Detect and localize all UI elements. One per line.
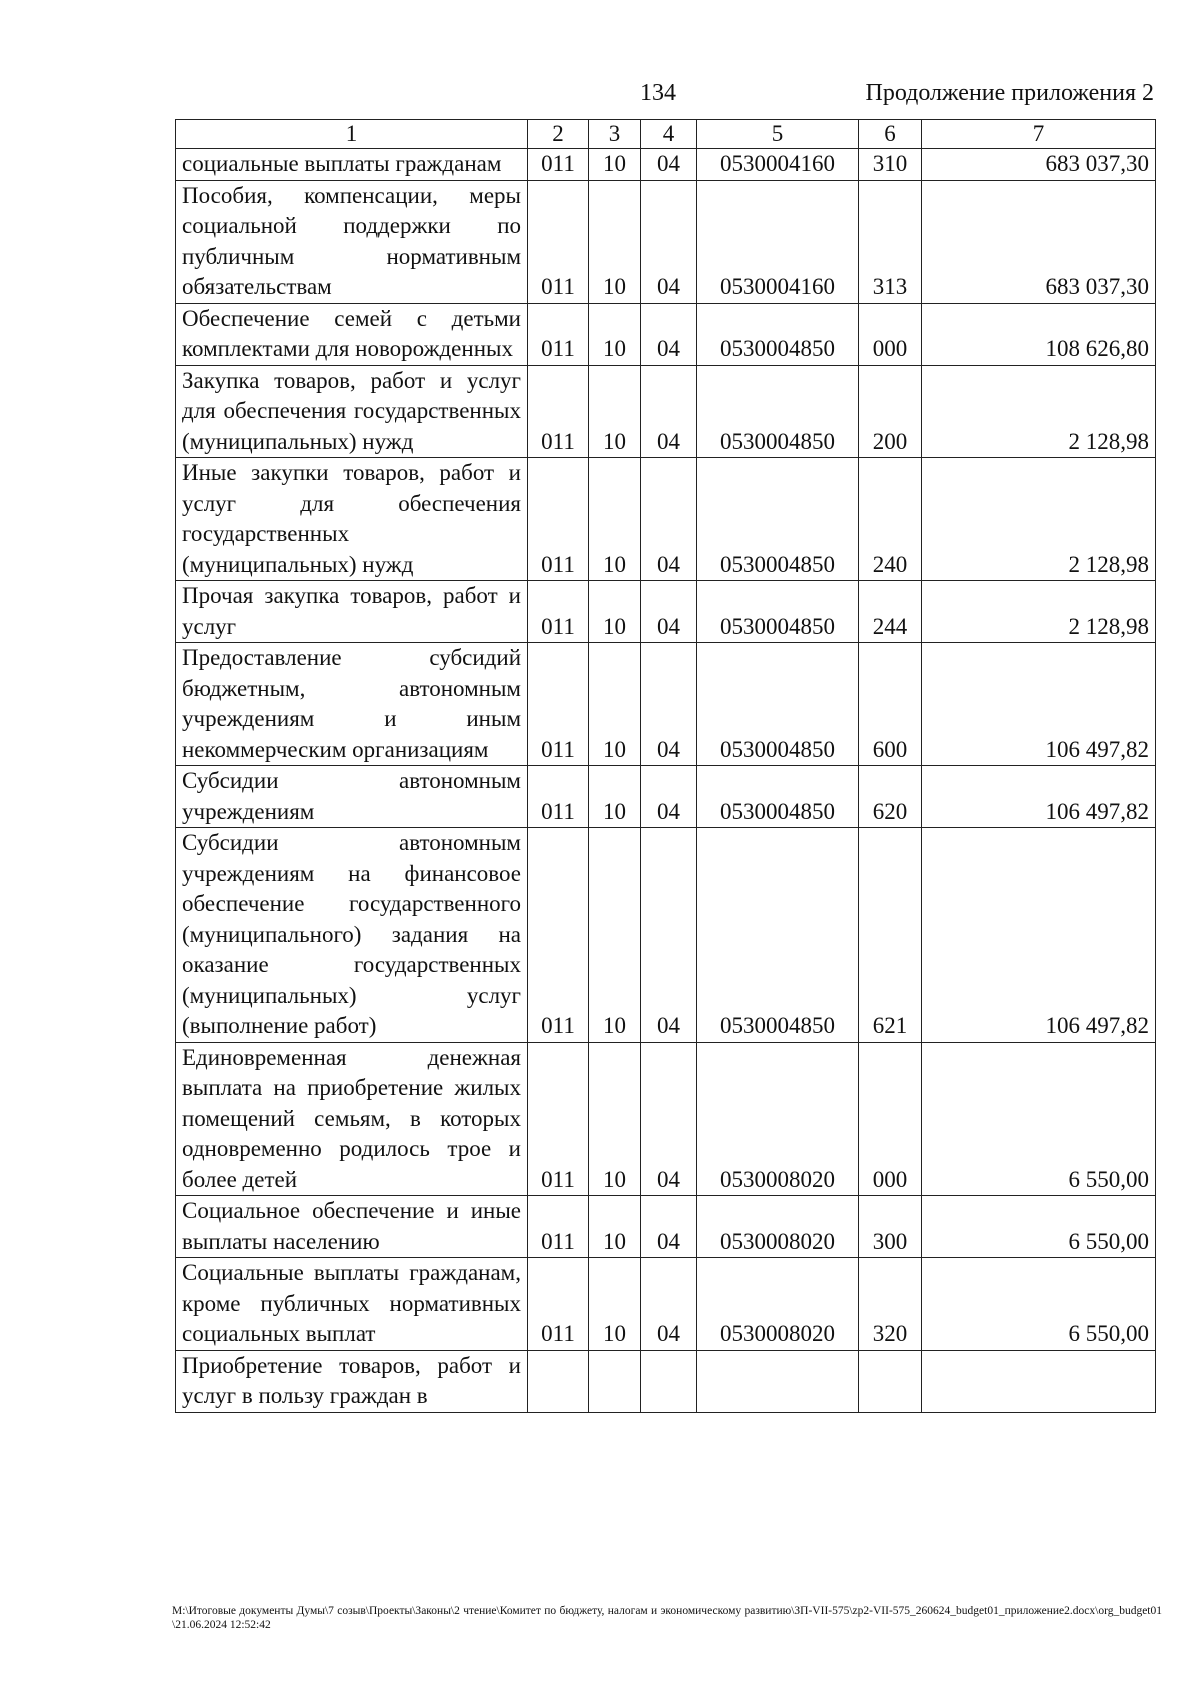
row-subsection-cell: 04 [641, 828, 697, 1043]
row-name-cell: Субсидии автономным учреждениям [176, 766, 528, 828]
row-subsection-cell: 04 [641, 581, 697, 643]
row-section-cell: 10 [589, 1042, 641, 1196]
row-amount-cell: 2 128,98 [922, 365, 1156, 458]
row-expense-type-cell: 313 [859, 180, 922, 303]
column-header-2: 2 [528, 120, 589, 149]
row-expense-type-cell: 320 [859, 1258, 922, 1351]
column-header-1: 1 [176, 120, 528, 149]
row-section-cell: 10 [589, 365, 641, 458]
row-expense-type-cell: 621 [859, 828, 922, 1043]
row-amount-cell: 683 037,30 [922, 180, 1156, 303]
table-row [176, 365, 1156, 458]
row-expense-type-cell: 600 [859, 643, 922, 766]
row-subsection-cell: 04 [641, 365, 697, 458]
row-subsection-cell [641, 1350, 697, 1412]
row-subsection-cell: 04 [641, 643, 697, 766]
table-row [176, 1350, 1156, 1412]
row-target-article-cell: 0530004850 [697, 766, 859, 828]
row-expense-type-cell: 244 [859, 581, 922, 643]
row-name-cell: Закупка товаров, работ и услуг для обеспечения государственных (муниципальных) нужд [176, 365, 528, 458]
table-row [176, 180, 1156, 303]
row-name-cell: Социальные выплаты гражданам, кроме публичных нормативных социальных выплат [176, 1258, 528, 1351]
row-expense-type-cell: 620 [859, 766, 922, 828]
row-name-cell: Обеспечение семей с детьми комплектами для новорожденных [176, 303, 528, 365]
table-row [176, 581, 1156, 643]
row-target-article-cell: 0530008020 [697, 1042, 859, 1196]
row-name-cell: Предоставление субсидий бюджетным, автономным учреждениям и иным некоммерческим организациям [176, 643, 528, 766]
row-amount-cell: 6 550,00 [922, 1196, 1156, 1258]
row-section-cell: 10 [589, 766, 641, 828]
row-ministry-cell [528, 1350, 589, 1412]
row-section-cell: 10 [589, 149, 641, 181]
row-target-article-cell: 0530004850 [697, 581, 859, 643]
row-target-article-cell: 0530008020 [697, 1258, 859, 1351]
table-row [176, 303, 1156, 365]
row-target-article-cell: 0530004850 [697, 303, 859, 365]
row-ministry-cell: 011 [528, 180, 589, 303]
column-header-6: 6 [859, 120, 922, 149]
file-path-footer: M:\Итоговые документы Думы\7 созыв\Проекты\Законы\2 чтение\Комитет по бюджету, налогам и экономическому развитию\ЗП-VII-575\zp2-VII-575_260624_budget01_приложение2.docx\org_budget01\21.06.2024 12:52:42 [172, 1605, 1162, 1631]
row-section-cell [589, 1350, 641, 1412]
row-expense-type-cell: 000 [859, 1042, 922, 1196]
row-name-cell: Пособия, компенсации, меры социальной поддержки по публичным нормативным обязательствам [176, 180, 528, 303]
row-amount-cell: 2 128,98 [922, 458, 1156, 581]
row-subsection-cell: 04 [641, 180, 697, 303]
row-amount-cell: 106 497,82 [922, 643, 1156, 766]
table-header-row [176, 120, 1156, 149]
row-ministry-cell: 011 [528, 303, 589, 365]
row-ministry-cell: 011 [528, 643, 589, 766]
row-target-article-cell: 0530004160 [697, 149, 859, 181]
row-section-cell: 10 [589, 581, 641, 643]
row-target-article-cell: 0530004160 [697, 180, 859, 303]
row-amount-cell: 6 550,00 [922, 1042, 1156, 1196]
row-name-cell: социальные выплаты гражданам [176, 149, 528, 181]
row-name-cell: Единовременная денежная выплата на приобретение жилых помещений семьям, в которых одновременно родилось трое и более детей [176, 1042, 528, 1196]
row-amount-cell: 2 128,98 [922, 581, 1156, 643]
column-header-5: 5 [697, 120, 859, 149]
row-expense-type-cell: 300 [859, 1196, 922, 1258]
row-amount-cell: 6 550,00 [922, 1258, 1156, 1351]
row-amount-cell: 106 497,82 [922, 766, 1156, 828]
table-row [176, 1196, 1156, 1258]
row-amount-cell [922, 1350, 1156, 1412]
row-ministry-cell: 011 [528, 581, 589, 643]
row-ministry-cell: 011 [528, 1258, 589, 1351]
row-ministry-cell: 011 [528, 458, 589, 581]
row-name-cell: Прочая закупка товаров, работ и услуг [176, 581, 528, 643]
column-header-3: 3 [589, 120, 641, 149]
row-section-cell: 10 [589, 458, 641, 581]
row-expense-type-cell [859, 1350, 922, 1412]
row-name-cell: Иные закупки товаров, работ и услуг для обеспечения государственных (муниципальных) нужд [176, 458, 528, 581]
row-amount-cell: 108 626,80 [922, 303, 1156, 365]
row-target-article-cell: 0530004850 [697, 365, 859, 458]
row-amount-cell: 683 037,30 [922, 149, 1156, 181]
row-target-article-cell: 0530004850 [697, 458, 859, 581]
row-subsection-cell: 04 [641, 1196, 697, 1258]
table-row [176, 149, 1156, 181]
row-target-article-cell: 0530008020 [697, 1196, 859, 1258]
row-subsection-cell: 04 [641, 766, 697, 828]
row-ministry-cell: 011 [528, 1042, 589, 1196]
row-expense-type-cell: 200 [859, 365, 922, 458]
row-target-article-cell [697, 1350, 859, 1412]
row-subsection-cell: 04 [641, 149, 697, 181]
row-name-cell: Субсидии автономным учреждениям на финансовое обеспечение государственного (муниципального) задания на оказание государственных (муниципальных) услуг (выполнение работ) [176, 828, 528, 1043]
table-row [176, 828, 1156, 1043]
table-row [176, 643, 1156, 766]
row-name-cell: Приобретение товаров, работ и услуг в пользу граждан в [176, 1350, 528, 1412]
table-body [176, 149, 1156, 1413]
column-header-7: 7 [922, 120, 1156, 149]
row-target-article-cell: 0530004850 [697, 643, 859, 766]
row-amount-cell: 106 497,82 [922, 828, 1156, 1043]
table-row [176, 1042, 1156, 1196]
row-ministry-cell: 011 [528, 149, 589, 181]
table-row [176, 766, 1156, 828]
row-subsection-cell: 04 [641, 303, 697, 365]
row-expense-type-cell: 000 [859, 303, 922, 365]
row-subsection-cell: 04 [641, 1258, 697, 1351]
row-subsection-cell: 04 [641, 1042, 697, 1196]
row-section-cell: 10 [589, 828, 641, 1043]
budget-table [175, 119, 1156, 1413]
row-section-cell: 10 [589, 1196, 641, 1258]
row-section-cell: 10 [589, 180, 641, 303]
row-ministry-cell: 011 [528, 828, 589, 1043]
row-target-article-cell: 0530004850 [697, 828, 859, 1043]
table-row [176, 1258, 1156, 1351]
row-name-cell: Социальное обеспечение и иные выплаты населению [176, 1196, 528, 1258]
row-ministry-cell: 011 [528, 1196, 589, 1258]
row-section-cell: 10 [589, 1258, 641, 1351]
column-header-4: 4 [641, 120, 697, 149]
row-subsection-cell: 04 [641, 458, 697, 581]
table-row [176, 458, 1156, 581]
row-ministry-cell: 011 [528, 766, 589, 828]
page-number: 134 [640, 80, 676, 106]
continuation-label: Продолжение приложения 2 [865, 80, 1154, 106]
row-ministry-cell: 011 [528, 365, 589, 458]
row-expense-type-cell: 310 [859, 149, 922, 181]
row-section-cell: 10 [589, 643, 641, 766]
row-expense-type-cell: 240 [859, 458, 922, 581]
row-section-cell: 10 [589, 303, 641, 365]
